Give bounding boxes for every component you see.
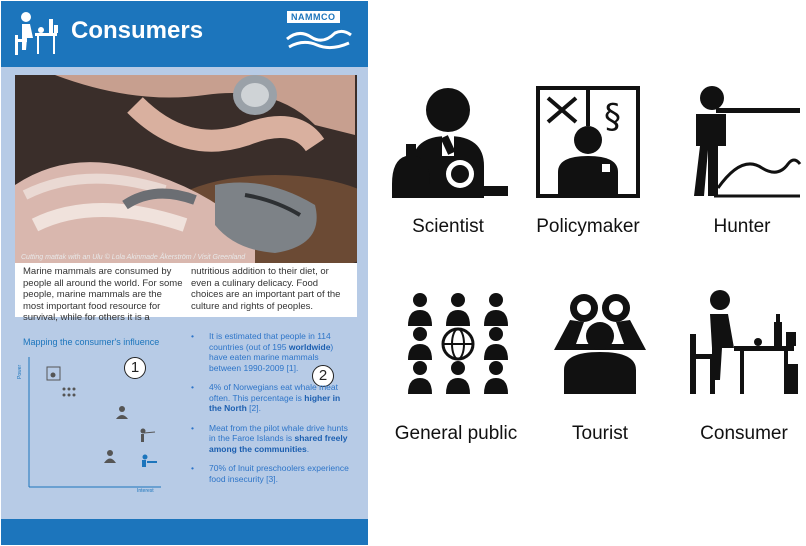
svg-text:§: § [604,97,621,137]
poster-content [1,67,368,519]
badge-1: 1 [124,357,146,379]
fact-item: • It is estimated that people in 114 countries (out of 195 worldwide) have eaten marine mammals between 1990-2009 [1]. [191,331,334,373]
scientist-icon [390,86,510,198]
intro-col-2: nutritious addition to their diet, or even a culinary delicacy. Food choices are an important part of the culture and rights of peoples. [191,266,341,312]
photo-image [15,75,357,263]
scientist-mini-icon [116,406,128,419]
badge-2: 2 [312,365,334,387]
general-public-icon [406,292,510,394]
consumer-icon [9,9,61,59]
consumer-mini-icon [142,455,157,468]
intro-col-1: Marine mammals are consumed by people all around the world. For some people, marine mammals are the most important food resource for survival, while for others it is a [23,266,183,323]
label-consumer: Consumer [700,423,788,444]
tourist-icon [548,290,652,394]
policymaker-mini-icon [47,367,60,380]
wave-logo-icon [285,25,353,53]
photo-caption: Cutting mattak with an Ulu © Lola Akinmade Åkerström / Visit Greenland [21,254,246,261]
y-axis-label: Power [17,364,23,379]
tourist-mini-icon [104,450,116,463]
fact-item: • Meat from the pilot whale drive hunts in the Faroe Islands is shared freely among the communities. [191,422,348,454]
photo [15,75,357,263]
label-scientist: Scientist [412,216,484,237]
fact-item: • 70% of Inuit preschoolers experience food insecurity [3]. [191,463,349,484]
label-general-public: General public [394,423,518,444]
mapping-title: Mapping the consumer's influence [23,337,160,347]
label-policymaker: Policymaker [536,216,640,237]
consumer-large-icon [688,288,800,396]
poster [1,1,368,545]
x-axis-label: Interest [137,488,154,493]
hunter-icon [682,84,802,198]
policymaker-icon [536,86,640,198]
nammco-logo [285,9,353,53]
general-public-mini-icon [63,388,76,397]
label-tourist: Tourist [572,423,628,444]
intro-text-box [15,263,357,323]
logo-text: NAMMCO [287,11,340,23]
page-title: Consumers [71,17,204,44]
poster-footer [1,519,368,545]
hunter-mini-icon [141,429,156,443]
fact-item: • 4% of Norwegians eat whale meat often. This percentage is higher in the North [2]. [191,382,341,413]
label-hunter: Hunter [713,216,771,237]
poster-header [1,1,368,67]
stakeholder-legend [372,0,806,546]
facts-list [189,331,349,493]
